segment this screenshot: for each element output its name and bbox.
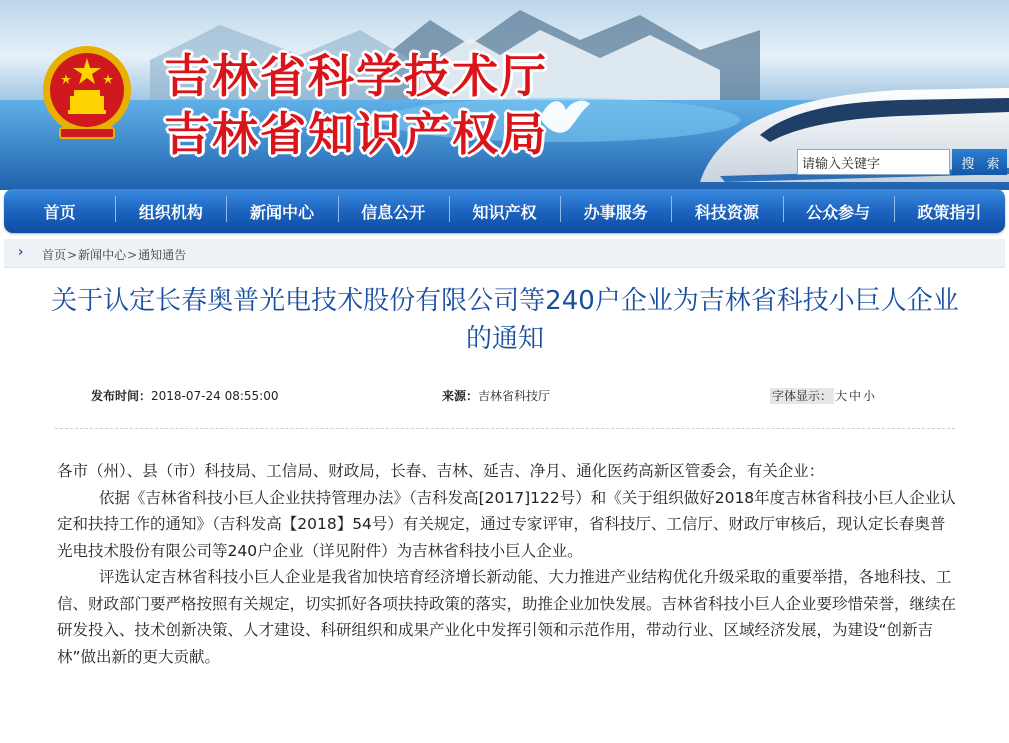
site-title-line1: 吉林省科学技术厅	[164, 49, 548, 103]
national-emblem-icon	[40, 44, 134, 144]
font-size-medium[interactable]: 中	[849, 389, 862, 403]
nav-item-public[interactable]: 公众参与	[783, 200, 894, 223]
article-title: 关于认定长春奥普光电技术股份有限公司等240户企业为吉林省科技小巨人企业的通知	[51, 286, 959, 354]
chevron-right-icon: ›	[18, 245, 24, 260]
breadcrumb-home[interactable]: 首页	[42, 248, 67, 262]
breadcrumb-separator: >	[127, 248, 138, 262]
nav-item-resources[interactable]: 科技资源	[671, 200, 782, 223]
meta-divider	[55, 428, 955, 429]
site-title-line2: 吉林省知识产权局	[164, 107, 548, 161]
font-size-large[interactable]: 大	[835, 389, 848, 403]
nav-item-policy[interactable]: 政策指引	[894, 200, 1005, 223]
article-paragraph: 依据《吉林省科技小巨人企业扶持管理办法》（吉科发高[2017]122号）和《关于组织做好2018年度吉林省科技小巨人企业认定和扶持工作的通知》（吉科发高【2018】54号）有关规定，通过专家评审，省科技厅、工信厅、财政厅审核后，现认定长春奥普光电技术股份有限公司等240户企业（详见附件）为吉林省科技小巨人企业。	[57, 488, 956, 560]
article-salutation: 各市（州）、县（市）科技局、工信局、财政局，长春、吉林、延吉、净月、通化医药高新区管委会，有关企业：	[57, 462, 825, 480]
publish-time: 2018-07-24 08:55:00	[151, 389, 279, 403]
breadcrumb-notices[interactable]: 通知通告	[138, 248, 187, 262]
font-size-label: 字体显示：	[772, 389, 833, 403]
nav-item-organization[interactable]: 组织机构	[115, 200, 226, 223]
source-info	[442, 387, 550, 404]
source-value: 吉林省科技厅	[478, 389, 551, 403]
nav-item-home[interactable]: 首页	[43, 202, 76, 222]
nav-item-news[interactable]: 新闻中心	[226, 200, 337, 223]
breadcrumb-bar	[4, 239, 1005, 268]
article-paragraph: 评选认定吉林省科技小巨人企业是我省加快培育经济增长新动能、大力推进产业结构优化升级采取的重要举措，各地科技、工信、财政部门要严格按照有关规定，切实抓好各项扶持政策的落实，助推企业加快发展。吉林省科技小巨人企业要珍惜荣誉，继续在研发投入、技术创新决策、人才建设、科研组织和成果产业化中发挥引领和示范作用，带动行业、区域经济发展，为建设“创新吉林”做出新的更大贡献。	[57, 568, 957, 666]
nav-item-services[interactable]: 办事服务	[560, 200, 671, 223]
publish-info	[91, 387, 278, 404]
article-body	[57, 458, 957, 670]
font-size-control	[770, 387, 876, 404]
breadcrumb	[42, 246, 186, 263]
breadcrumb-news[interactable]: 新闻中心	[78, 248, 127, 262]
search-button[interactable]: 搜 索	[952, 149, 1007, 175]
nav-item-info-disclosure[interactable]: 信息公开	[338, 200, 449, 223]
site-banner	[0, 0, 1009, 190]
source-label: 来源：	[442, 389, 479, 403]
publish-label: 发布时间：	[91, 389, 152, 403]
font-size-small[interactable]: 小	[863, 389, 876, 403]
main-nav	[4, 189, 1005, 233]
search-input[interactable]	[797, 149, 950, 175]
breadcrumb-separator: >	[67, 248, 78, 262]
nav-item-ip[interactable]: 知识产权	[449, 200, 560, 223]
